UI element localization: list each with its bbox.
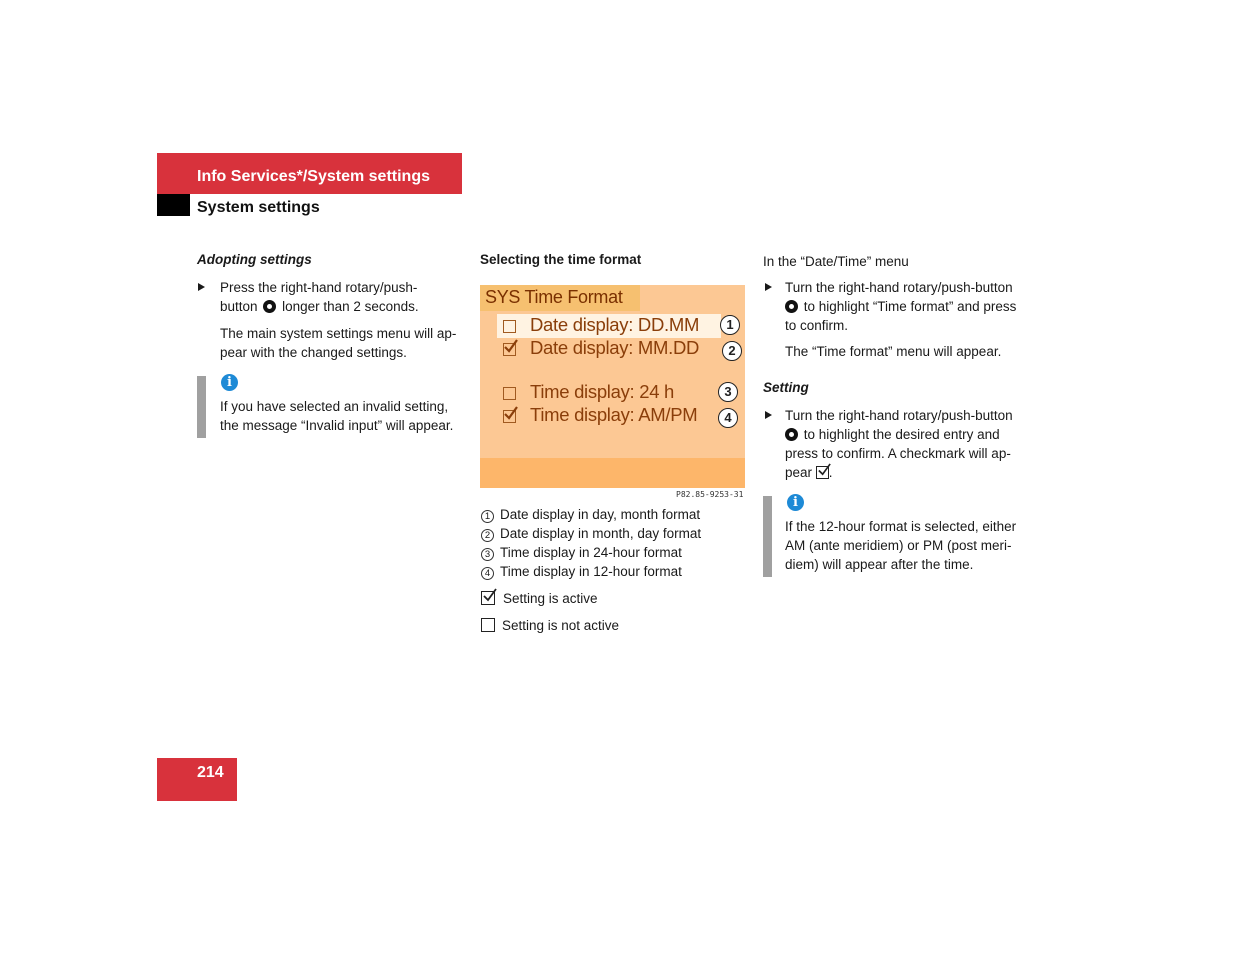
section-subtitle: System settings bbox=[197, 199, 320, 216]
legend-active: Setting is active bbox=[481, 591, 598, 606]
rotary-knob-icon bbox=[263, 300, 276, 313]
legend-item: 2 Date display in month, day format bbox=[481, 526, 701, 542]
adopting-settings-heading: Adopting settings bbox=[197, 252, 312, 267]
bullet-arrow-icon bbox=[198, 283, 205, 291]
legend-item: 4 Time display in 12-hour format bbox=[481, 564, 682, 580]
bullet-arrow-icon bbox=[765, 411, 772, 419]
bullet-arrow-icon bbox=[765, 283, 772, 291]
screen-title: SYS Time Format bbox=[485, 287, 623, 307]
date-time-intro: In the “Date/Time” menu bbox=[763, 254, 909, 269]
callout-marker: 4 bbox=[718, 408, 738, 428]
note-bar bbox=[197, 376, 206, 438]
page-number: 214 bbox=[197, 764, 224, 781]
instruction-step: Press the right-hand rotary/push- button longer than 2 seconds. bbox=[220, 280, 419, 314]
note-bar bbox=[763, 496, 772, 577]
callout-marker: 3 bbox=[718, 382, 738, 402]
checkbox-empty-icon bbox=[503, 320, 516, 333]
info-icon: i bbox=[221, 374, 238, 391]
checkbox-checked-icon bbox=[503, 343, 516, 356]
instruction-result: The “Time format” menu will appear. bbox=[785, 344, 1002, 359]
screen-row-date-mmdd: Date display: MM.DD bbox=[530, 337, 700, 358]
callout-marker: 2 bbox=[722, 341, 742, 361]
subheader-marker bbox=[157, 194, 190, 216]
legend-inactive: Setting is not active bbox=[481, 618, 619, 633]
rotary-knob-icon bbox=[785, 428, 798, 441]
checkbox-checked-icon bbox=[481, 591, 495, 605]
note-text: If the 12-hour format is selected, either AM (ante meridiem) or PM (post meri- diem) will appear after the time. bbox=[785, 519, 1017, 572]
instruction-result: The main system settings menu will ap- pear with the changed settings. bbox=[220, 326, 457, 360]
screen-status-bar bbox=[480, 458, 745, 488]
setting-heading: Setting bbox=[763, 380, 809, 395]
checkbox-empty-icon bbox=[481, 618, 495, 632]
instruction-step: Turn the right-hand rotary/push-button to highlight “Time format” and press to confirm. bbox=[785, 280, 1017, 333]
screen-row-time-24h: Time display: 24 h bbox=[530, 381, 675, 402]
checkbox-empty-icon bbox=[503, 387, 516, 400]
checkbox-checked-icon bbox=[816, 466, 829, 479]
display-screenshot bbox=[480, 285, 745, 488]
legend-item: 3 Time display in 24-hour format bbox=[481, 545, 682, 561]
time-format-heading: Selecting the time format bbox=[480, 252, 642, 267]
info-icon: i bbox=[787, 494, 804, 511]
legend-item: 1 Date display in day, month format bbox=[481, 507, 700, 523]
screen-row-time-ampm: Time display: AM/PM bbox=[530, 404, 698, 425]
rotary-knob-icon bbox=[785, 300, 798, 313]
image-code: P82.85-9253-31 bbox=[676, 490, 744, 499]
callout-marker: 1 bbox=[720, 315, 740, 335]
checkbox-checked-icon bbox=[503, 410, 516, 423]
section-title: Info Services*/System settings bbox=[197, 168, 430, 185]
note-text: If you have selected an invalid setting, the message “Invalid input” will appear. bbox=[220, 399, 454, 433]
screen-row-date-ddmm: Date display: DD.MM bbox=[530, 314, 700, 335]
instruction-step: Turn the right-hand rotary/push-button to highlight the desired entry and press to confirm. A checkmark will ap- pear . bbox=[785, 408, 1013, 480]
